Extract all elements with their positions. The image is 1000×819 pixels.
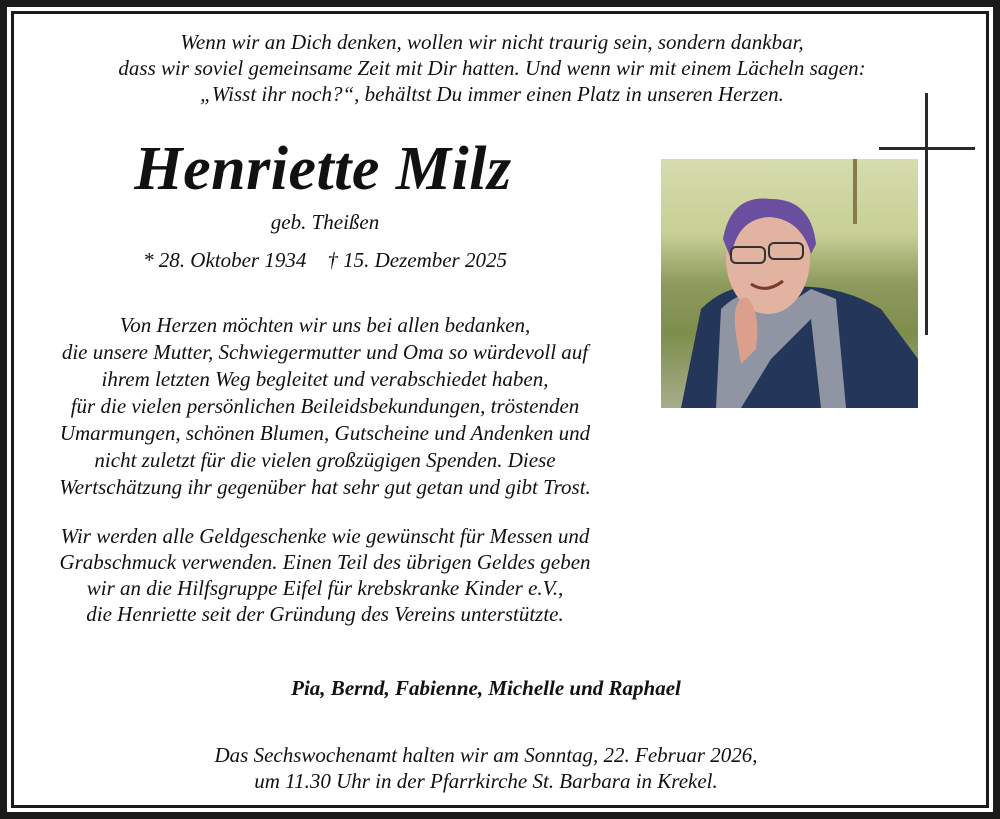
service-line: um 11.30 Uhr in der Pfarrkirche St. Barbara in Krekel. — [254, 769, 718, 793]
cross-icon-bar — [879, 147, 975, 150]
text-line: nicht zuletzt für die vielen großzügigen Spenden. Diese — [94, 448, 556, 472]
signatories: Pia, Bernd, Fabienne, Michelle und Raphael — [291, 676, 681, 700]
poem-line: „Wisst ihr noch?“, behältst Du immer einen Platz in unseren Herzen. — [200, 82, 784, 106]
text-line: Grabschmuck verwenden. Einen Teil des übrigen Geldes geben — [59, 550, 591, 574]
text-line: die unsere Mutter, Schwiegermutter und Oma so würdevoll auf — [61, 340, 589, 364]
text-line: Von Herzen möchten wir uns bei allen bedanken, — [119, 313, 531, 337]
maiden-name: geb. Theißen — [270, 210, 380, 234]
text-line: wir an die Hilfsgruppe Eifel für krebskranke Kinder e.V., — [86, 576, 564, 600]
text-line: Wir werden alle Geldgeschenke wie gewünscht für Messen und — [60, 524, 590, 548]
text-line: ihrem letzten Weg begleitet und verabschiedet haben, — [101, 367, 549, 391]
text-line: die Henriette seit der Gründung des Vereins unterstützte. — [86, 602, 564, 626]
service-line: Das Sechswochenamt halten wir am Sonntag, 22. Februar 2026, — [214, 743, 758, 767]
deceased-name: Henriette Milz — [134, 135, 512, 203]
text-line: für die vielen persönlichen Beileidsbekundungen, tröstenden — [70, 394, 580, 418]
life-dates: * 28. Oktober 1934 † 15. Dezember 2025 — [143, 248, 507, 272]
cross-icon — [925, 93, 928, 335]
text-line: Umarmungen, schönen Blumen, Gutscheine und Andenken und — [59, 421, 591, 445]
poem-line: Wenn wir an Dich denken, wollen wir nicht traurig sein, sondern dankbar, — [180, 30, 804, 54]
poem-line: dass wir soviel gemeinsame Zeit mit Dir hatten. Und wenn wir mit einem Lächeln sagen: — [118, 56, 866, 80]
text-line: Wertschätzung ihr gegenüber hat sehr gut getan und gibt Trost. — [59, 475, 591, 499]
portrait-photo — [661, 159, 918, 408]
